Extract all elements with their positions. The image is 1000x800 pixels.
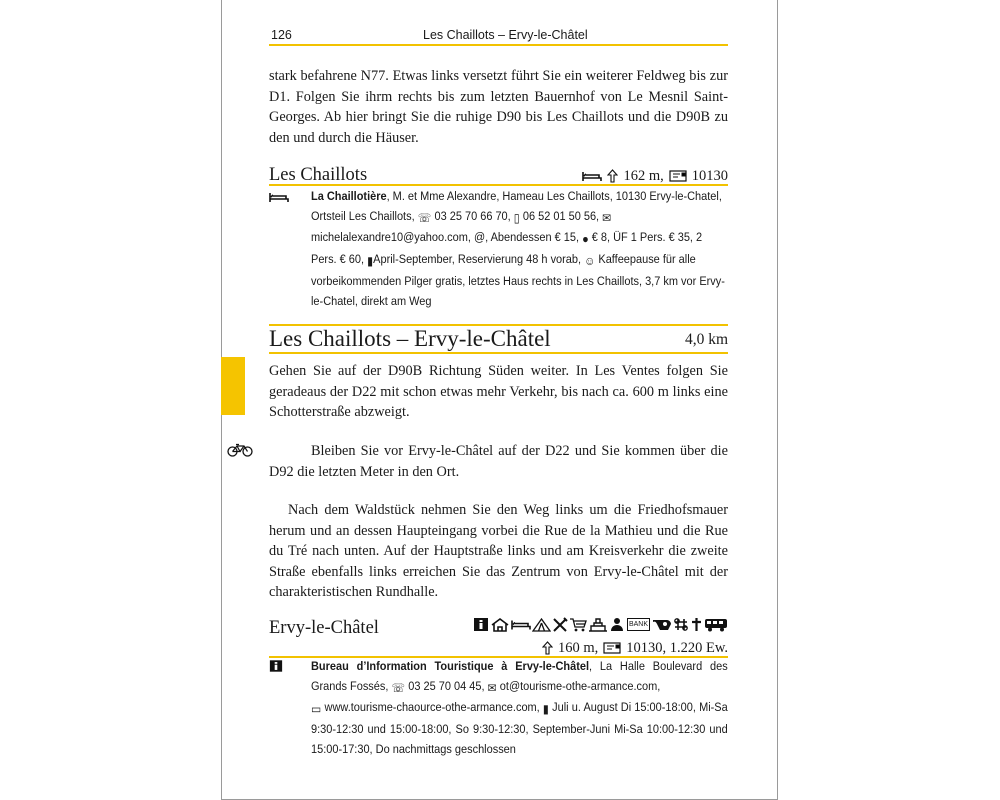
entry-mobile: 06 52 01 50 56, xyxy=(522,208,600,223)
chapter-thumb-tab xyxy=(221,357,245,415)
paragraph-route-south: Gehen Sie auf der D90B Richtung Süden weiter. In Les Ventes folgen Sie geradeaus der D22 mit schon etwas mehr Verkehr, bis nach ca. 600 m links eine Schotterstraße abzweigt. xyxy=(269,363,728,421)
postal-code-icon xyxy=(669,170,687,182)
place-name: Ervy-le-Châtel xyxy=(269,618,379,638)
shopping-cart-icon xyxy=(569,617,587,632)
altitude-arrow-icon xyxy=(607,169,618,183)
altitude: 160 m, xyxy=(557,640,599,656)
market-icon xyxy=(588,617,608,632)
place-meta xyxy=(542,637,728,659)
running-head-title: Les Chaillots – Ervy-le-Châtel xyxy=(423,28,588,42)
bike-text: Bleiben Sie vor Ervy-le-Châtel auf der D22 und Sie kommen über die D92 die letzten Meter in den Ort. xyxy=(269,443,728,480)
place-name: Les Chaillots xyxy=(269,165,368,185)
bank-icon: BANK xyxy=(627,618,650,631)
entry-season: April-September, Reservierung 48 h vorab, xyxy=(373,252,582,267)
place-heading-les-chaillots xyxy=(269,164,728,186)
entry-email: ot@tourisme-othe-armance.com, xyxy=(499,678,661,693)
bed-icon xyxy=(269,191,289,203)
bed-icon xyxy=(511,617,531,632)
calendar-icon: ▮ xyxy=(542,702,549,717)
altitude-arrow-icon xyxy=(542,641,553,655)
breakfast-apple-icon: ● xyxy=(582,232,589,247)
phone-icon: ☏ xyxy=(417,210,432,225)
tourist-office-name: Bureau d’Information Touristique à Ervy-le-Châtel xyxy=(311,659,590,673)
paragraph-route-intro: stark befahrene N77. Etwas links versetzt führt Sie ein weiterer Feldweg bis zur D1. Folgen Sie ihrm rechts bis zum letzten Bauernhof von Le Mesnil Saint-Georges. Ab hier bringt Sie die ruhige D90 bis Les Chaillots und die D90B zu den und durch die Häuser. xyxy=(269,68,728,146)
postcode-population: 10130, 1.220 Ew. xyxy=(626,640,728,656)
entry-note: Kaffeepause für alle vorbeikommenden Pilger gratis, letztes Haus rechts in Les Chaillots, 3,7 km vor Ervy-le-Chatel, direkt am Weg xyxy=(311,252,725,308)
entry-email: michelalexandre10@yahoo.com, @, Abendessen € 15, xyxy=(311,230,580,245)
section-heading xyxy=(269,324,728,354)
paragraph-route-to-center: Nach dem Waldstück nehmen Sie den Weg links um die Friedhofsmauer herum und an dessen Haupteingang vorbei die Rue de la Mathieu und die Rue du Tré nach unten. Auf der Hauptstraße links und am Kreisverkehr die zweite Straße ebenfalls links erreichen Sie das Zentrum von Ervy-le-Châtel mit der charakteristischen Rundhalle. xyxy=(269,502,728,601)
entry-phone: 03 25 70 66 70, xyxy=(434,208,511,223)
accommodation-name: La Chaillotière xyxy=(311,189,387,203)
info-icon xyxy=(473,617,489,632)
calendar-icon: ▮ xyxy=(367,254,374,269)
postal-code-icon xyxy=(603,642,621,654)
phone-icon: ☏ xyxy=(391,680,406,695)
mobile-icon: ▯ xyxy=(513,210,520,225)
altitude: 162 m, xyxy=(623,168,664,184)
bicycle-icon xyxy=(227,443,253,457)
accommodation-entry xyxy=(311,187,728,311)
amenity-icons xyxy=(473,617,728,632)
paragraph-bike-variant xyxy=(269,441,728,482)
tent-icon xyxy=(532,617,551,632)
tourist-office-entry xyxy=(311,657,728,760)
entry-address: , M. et Mme Alexandre, Hameau Les Chaillots, 10130 Ervy-le-Chatel, Ortsteil Les Chaillots, xyxy=(311,189,722,223)
postcode: 10130 xyxy=(691,168,728,184)
email-icon: ✉ xyxy=(487,680,497,695)
smiley-icon: ☺ xyxy=(584,254,596,269)
running-head xyxy=(269,27,728,46)
email-icon: ✉ xyxy=(602,210,612,225)
bed-icon xyxy=(582,170,602,182)
entry-address: , La Halle Boulevard des Grands Fossés, xyxy=(311,659,728,693)
post-horn-icon xyxy=(652,617,672,632)
section-distance: 4,0 km xyxy=(684,331,728,348)
entry-hours: Juli u. August Di 15:00-18:00, Mi-Sa 9:30-12:30 und 15:00-18:00, So 9:30-12:30, September-Juni Mi-Sa 10:00-12:30 und 15:00-17:30, Do nachmittags geschlossen xyxy=(311,700,728,756)
info-icon xyxy=(269,659,283,673)
entry-prices: € 8, ÜF 1 Pers. € 35, 2 Pers. € 60, xyxy=(311,230,703,267)
doctor-icon xyxy=(609,617,625,632)
place-meta xyxy=(582,165,728,187)
bus-icon xyxy=(704,617,728,632)
entry-phone: 03 25 70 04 45, xyxy=(408,678,485,693)
house-icon xyxy=(490,617,510,632)
entry-website: www.tourisme-chaource-othe-armance.com, xyxy=(324,700,540,715)
page-number: 126 xyxy=(271,28,292,42)
website-icon: ▭ xyxy=(311,702,322,717)
restaurant-icon xyxy=(552,617,568,632)
internet-icon xyxy=(673,617,689,632)
place-heading-ervy xyxy=(269,614,728,658)
church-icon xyxy=(690,617,703,632)
section-title: Les Chaillots – Ervy-le-Châtel xyxy=(269,326,551,351)
